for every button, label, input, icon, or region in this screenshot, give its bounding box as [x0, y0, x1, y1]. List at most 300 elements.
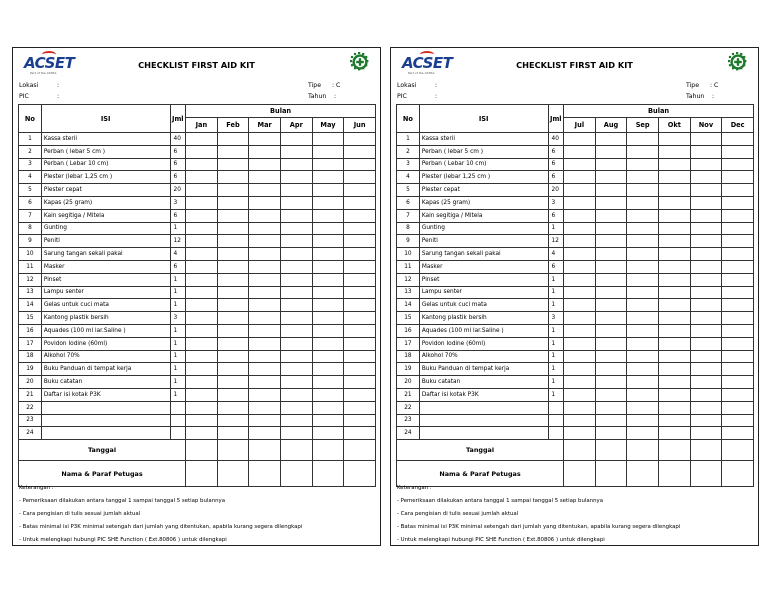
- check-cell[interactable]: [249, 171, 281, 184]
- check-cell[interactable]: [690, 286, 722, 299]
- check-cell[interactable]: [690, 388, 722, 401]
- check-cell[interactable]: [217, 184, 249, 197]
- check-cell[interactable]: [249, 273, 281, 286]
- signature-cell[interactable]: [344, 461, 376, 487]
- check-cell[interactable]: [249, 388, 281, 401]
- check-cell[interactable]: [690, 260, 722, 273]
- check-cell[interactable]: [722, 171, 754, 184]
- check-cell[interactable]: [312, 145, 344, 158]
- check-cell[interactable]: [658, 171, 690, 184]
- check-cell[interactable]: [722, 235, 754, 248]
- check-cell[interactable]: [186, 312, 218, 325]
- check-cell[interactable]: [186, 337, 218, 350]
- tanggal-cell[interactable]: [627, 440, 659, 461]
- check-cell[interactable]: [564, 209, 596, 222]
- check-cell[interactable]: [280, 401, 312, 414]
- check-cell[interactable]: [658, 401, 690, 414]
- check-cell[interactable]: [627, 133, 659, 146]
- check-cell[interactable]: [280, 184, 312, 197]
- check-cell[interactable]: [217, 376, 249, 389]
- tanggal-cell[interactable]: [217, 440, 249, 461]
- check-cell[interactable]: [312, 235, 344, 248]
- check-cell[interactable]: [564, 376, 596, 389]
- check-cell[interactable]: [249, 427, 281, 440]
- check-cell[interactable]: [564, 133, 596, 146]
- check-cell[interactable]: [595, 260, 627, 273]
- check-cell[interactable]: [217, 273, 249, 286]
- check-cell[interactable]: [186, 363, 218, 376]
- check-cell[interactable]: [595, 273, 627, 286]
- check-cell[interactable]: [595, 286, 627, 299]
- check-cell[interactable]: [186, 286, 218, 299]
- check-cell[interactable]: [690, 312, 722, 325]
- check-cell[interactable]: [312, 299, 344, 312]
- check-cell[interactable]: [344, 184, 376, 197]
- check-cell[interactable]: [722, 196, 754, 209]
- check-cell[interactable]: [344, 401, 376, 414]
- check-cell[interactable]: [344, 299, 376, 312]
- check-cell[interactable]: [658, 312, 690, 325]
- check-cell[interactable]: [658, 209, 690, 222]
- check-cell[interactable]: [627, 363, 659, 376]
- check-cell[interactable]: [312, 286, 344, 299]
- check-cell[interactable]: [312, 196, 344, 209]
- check-cell[interactable]: [722, 273, 754, 286]
- tanggal-cell[interactable]: [722, 440, 754, 461]
- check-cell[interactable]: [690, 184, 722, 197]
- check-cell[interactable]: [344, 158, 376, 171]
- check-cell[interactable]: [186, 273, 218, 286]
- check-cell[interactable]: [249, 324, 281, 337]
- check-cell[interactable]: [690, 235, 722, 248]
- check-cell[interactable]: [186, 222, 218, 235]
- check-cell[interactable]: [312, 209, 344, 222]
- check-cell[interactable]: [186, 401, 218, 414]
- check-cell[interactable]: [280, 222, 312, 235]
- check-cell[interactable]: [217, 260, 249, 273]
- check-cell[interactable]: [280, 158, 312, 171]
- check-cell[interactable]: [690, 273, 722, 286]
- check-cell[interactable]: [627, 401, 659, 414]
- check-cell[interactable]: [690, 145, 722, 158]
- check-cell[interactable]: [690, 350, 722, 363]
- check-cell[interactable]: [344, 337, 376, 350]
- check-cell[interactable]: [186, 171, 218, 184]
- check-cell[interactable]: [658, 260, 690, 273]
- check-cell[interactable]: [249, 145, 281, 158]
- check-cell[interactable]: [564, 286, 596, 299]
- check-cell[interactable]: [217, 171, 249, 184]
- check-cell[interactable]: [627, 376, 659, 389]
- check-cell[interactable]: [280, 286, 312, 299]
- check-cell[interactable]: [186, 350, 218, 363]
- check-cell[interactable]: [312, 324, 344, 337]
- check-cell[interactable]: [344, 388, 376, 401]
- check-cell[interactable]: [658, 299, 690, 312]
- signature-cell[interactable]: [312, 461, 344, 487]
- check-cell[interactable]: [217, 414, 249, 427]
- check-cell[interactable]: [186, 427, 218, 440]
- check-cell[interactable]: [280, 388, 312, 401]
- check-cell[interactable]: [280, 133, 312, 146]
- check-cell[interactable]: [249, 363, 281, 376]
- check-cell[interactable]: [312, 248, 344, 261]
- check-cell[interactable]: [722, 248, 754, 261]
- check-cell[interactable]: [595, 427, 627, 440]
- check-cell[interactable]: [312, 184, 344, 197]
- check-cell[interactable]: [564, 158, 596, 171]
- check-cell[interactable]: [217, 133, 249, 146]
- check-cell[interactable]: [658, 376, 690, 389]
- check-cell[interactable]: [627, 171, 659, 184]
- check-cell[interactable]: [595, 401, 627, 414]
- check-cell[interactable]: [312, 350, 344, 363]
- check-cell[interactable]: [217, 196, 249, 209]
- check-cell[interactable]: [627, 260, 659, 273]
- check-cell[interactable]: [722, 299, 754, 312]
- check-cell[interactable]: [249, 209, 281, 222]
- check-cell[interactable]: [595, 376, 627, 389]
- check-cell[interactable]: [249, 260, 281, 273]
- check-cell[interactable]: [627, 337, 659, 350]
- check-cell[interactable]: [217, 158, 249, 171]
- check-cell[interactable]: [186, 248, 218, 261]
- check-cell[interactable]: [595, 145, 627, 158]
- check-cell[interactable]: [249, 248, 281, 261]
- check-cell[interactable]: [595, 171, 627, 184]
- check-cell[interactable]: [312, 312, 344, 325]
- check-cell[interactable]: [627, 388, 659, 401]
- check-cell[interactable]: [344, 414, 376, 427]
- check-cell[interactable]: [658, 273, 690, 286]
- check-cell[interactable]: [312, 260, 344, 273]
- check-cell[interactable]: [595, 222, 627, 235]
- check-cell[interactable]: [312, 158, 344, 171]
- check-cell[interactable]: [344, 273, 376, 286]
- check-cell[interactable]: [627, 312, 659, 325]
- check-cell[interactable]: [658, 427, 690, 440]
- check-cell[interactable]: [280, 196, 312, 209]
- check-cell[interactable]: [344, 171, 376, 184]
- check-cell[interactable]: [186, 235, 218, 248]
- check-cell[interactable]: [690, 363, 722, 376]
- check-cell[interactable]: [217, 388, 249, 401]
- check-cell[interactable]: [280, 376, 312, 389]
- check-cell[interactable]: [722, 158, 754, 171]
- check-cell[interactable]: [280, 171, 312, 184]
- tanggal-cell[interactable]: [690, 440, 722, 461]
- check-cell[interactable]: [344, 286, 376, 299]
- tanggal-cell[interactable]: [658, 440, 690, 461]
- check-cell[interactable]: [217, 427, 249, 440]
- check-cell[interactable]: [595, 312, 627, 325]
- check-cell[interactable]: [186, 209, 218, 222]
- check-cell[interactable]: [722, 222, 754, 235]
- check-cell[interactable]: [344, 260, 376, 273]
- check-cell[interactable]: [627, 209, 659, 222]
- check-cell[interactable]: [690, 376, 722, 389]
- check-cell[interactable]: [217, 350, 249, 363]
- check-cell[interactable]: [658, 388, 690, 401]
- check-cell[interactable]: [658, 184, 690, 197]
- tanggal-cell[interactable]: [186, 440, 218, 461]
- tanggal-cell[interactable]: [312, 440, 344, 461]
- check-cell[interactable]: [658, 363, 690, 376]
- check-cell[interactable]: [186, 196, 218, 209]
- check-cell[interactable]: [186, 260, 218, 273]
- check-cell[interactable]: [627, 286, 659, 299]
- check-cell[interactable]: [564, 248, 596, 261]
- check-cell[interactable]: [690, 337, 722, 350]
- check-cell[interactable]: [249, 222, 281, 235]
- check-cell[interactable]: [627, 222, 659, 235]
- check-cell[interactable]: [564, 235, 596, 248]
- check-cell[interactable]: [595, 414, 627, 427]
- check-cell[interactable]: [217, 312, 249, 325]
- check-cell[interactable]: [564, 388, 596, 401]
- check-cell[interactable]: [627, 158, 659, 171]
- check-cell[interactable]: [627, 324, 659, 337]
- check-cell[interactable]: [627, 299, 659, 312]
- check-cell[interactable]: [690, 299, 722, 312]
- check-cell[interactable]: [658, 324, 690, 337]
- check-cell[interactable]: [627, 248, 659, 261]
- check-cell[interactable]: [217, 209, 249, 222]
- check-cell[interactable]: [344, 209, 376, 222]
- check-cell[interactable]: [595, 196, 627, 209]
- check-cell[interactable]: [722, 145, 754, 158]
- check-cell[interactable]: [312, 337, 344, 350]
- signature-cell[interactable]: [690, 461, 722, 487]
- check-cell[interactable]: [217, 235, 249, 248]
- check-cell[interactable]: [595, 363, 627, 376]
- check-cell[interactable]: [344, 235, 376, 248]
- check-cell[interactable]: [690, 414, 722, 427]
- check-cell[interactable]: [249, 158, 281, 171]
- check-cell[interactable]: [344, 196, 376, 209]
- check-cell[interactable]: [564, 184, 596, 197]
- check-cell[interactable]: [312, 273, 344, 286]
- check-cell[interactable]: [312, 133, 344, 146]
- check-cell[interactable]: [344, 324, 376, 337]
- check-cell[interactable]: [595, 388, 627, 401]
- check-cell[interactable]: [722, 133, 754, 146]
- tanggal-cell[interactable]: [249, 440, 281, 461]
- check-cell[interactable]: [186, 299, 218, 312]
- check-cell[interactable]: [595, 324, 627, 337]
- check-cell[interactable]: [564, 337, 596, 350]
- check-cell[interactable]: [627, 427, 659, 440]
- check-cell[interactable]: [217, 324, 249, 337]
- check-cell[interactable]: [344, 427, 376, 440]
- check-cell[interactable]: [564, 260, 596, 273]
- check-cell[interactable]: [186, 145, 218, 158]
- check-cell[interactable]: [595, 235, 627, 248]
- check-cell[interactable]: [627, 414, 659, 427]
- check-cell[interactable]: [280, 414, 312, 427]
- check-cell[interactable]: [658, 286, 690, 299]
- check-cell[interactable]: [217, 248, 249, 261]
- check-cell[interactable]: [690, 427, 722, 440]
- check-cell[interactable]: [595, 209, 627, 222]
- check-cell[interactable]: [186, 158, 218, 171]
- tanggal-cell[interactable]: [564, 440, 596, 461]
- check-cell[interactable]: [217, 222, 249, 235]
- check-cell[interactable]: [344, 145, 376, 158]
- tanggal-cell[interactable]: [344, 440, 376, 461]
- check-cell[interactable]: [280, 235, 312, 248]
- check-cell[interactable]: [722, 376, 754, 389]
- check-cell[interactable]: [280, 363, 312, 376]
- check-cell[interactable]: [627, 145, 659, 158]
- check-cell[interactable]: [564, 350, 596, 363]
- check-cell[interactable]: [280, 260, 312, 273]
- check-cell[interactable]: [217, 299, 249, 312]
- check-cell[interactable]: [217, 401, 249, 414]
- check-cell[interactable]: [564, 363, 596, 376]
- check-cell[interactable]: [249, 299, 281, 312]
- check-cell[interactable]: [344, 312, 376, 325]
- check-cell[interactable]: [722, 401, 754, 414]
- check-cell[interactable]: [344, 350, 376, 363]
- check-cell[interactable]: [722, 337, 754, 350]
- check-cell[interactable]: [344, 363, 376, 376]
- check-cell[interactable]: [344, 222, 376, 235]
- check-cell[interactable]: [564, 324, 596, 337]
- check-cell[interactable]: [280, 248, 312, 261]
- check-cell[interactable]: [690, 248, 722, 261]
- check-cell[interactable]: [280, 273, 312, 286]
- check-cell[interactable]: [658, 145, 690, 158]
- check-cell[interactable]: [722, 184, 754, 197]
- check-cell[interactable]: [595, 350, 627, 363]
- check-cell[interactable]: [690, 171, 722, 184]
- check-cell[interactable]: [595, 158, 627, 171]
- check-cell[interactable]: [280, 350, 312, 363]
- check-cell[interactable]: [280, 427, 312, 440]
- check-cell[interactable]: [564, 312, 596, 325]
- check-cell[interactable]: [564, 145, 596, 158]
- check-cell[interactable]: [722, 363, 754, 376]
- check-cell[interactable]: [595, 184, 627, 197]
- check-cell[interactable]: [186, 376, 218, 389]
- tanggal-cell[interactable]: [595, 440, 627, 461]
- tanggal-cell[interactable]: [280, 440, 312, 461]
- check-cell[interactable]: [186, 414, 218, 427]
- signature-cell[interactable]: [722, 461, 754, 487]
- check-cell[interactable]: [690, 222, 722, 235]
- check-cell[interactable]: [249, 196, 281, 209]
- check-cell[interactable]: [627, 184, 659, 197]
- check-cell[interactable]: [217, 145, 249, 158]
- check-cell[interactable]: [722, 427, 754, 440]
- check-cell[interactable]: [690, 196, 722, 209]
- check-cell[interactable]: [690, 133, 722, 146]
- check-cell[interactable]: [690, 209, 722, 222]
- check-cell[interactable]: [627, 196, 659, 209]
- check-cell[interactable]: [722, 312, 754, 325]
- check-cell[interactable]: [627, 235, 659, 248]
- check-cell[interactable]: [217, 363, 249, 376]
- check-cell[interactable]: [249, 286, 281, 299]
- check-cell[interactable]: [722, 260, 754, 273]
- check-cell[interactable]: [722, 286, 754, 299]
- check-cell[interactable]: [658, 350, 690, 363]
- check-cell[interactable]: [217, 286, 249, 299]
- check-cell[interactable]: [312, 401, 344, 414]
- check-cell[interactable]: [249, 133, 281, 146]
- check-cell[interactable]: [344, 248, 376, 261]
- check-cell[interactable]: [186, 388, 218, 401]
- check-cell[interactable]: [280, 337, 312, 350]
- check-cell[interactable]: [564, 401, 596, 414]
- check-cell[interactable]: [280, 312, 312, 325]
- check-cell[interactable]: [658, 235, 690, 248]
- check-cell[interactable]: [627, 350, 659, 363]
- check-cell[interactable]: [722, 388, 754, 401]
- check-cell[interactable]: [658, 248, 690, 261]
- check-cell[interactable]: [690, 324, 722, 337]
- check-cell[interactable]: [344, 376, 376, 389]
- check-cell[interactable]: [249, 401, 281, 414]
- check-cell[interactable]: [722, 209, 754, 222]
- check-cell[interactable]: [564, 427, 596, 440]
- check-cell[interactable]: [344, 133, 376, 146]
- check-cell[interactable]: [564, 171, 596, 184]
- check-cell[interactable]: [595, 337, 627, 350]
- check-cell[interactable]: [249, 312, 281, 325]
- check-cell[interactable]: [595, 248, 627, 261]
- check-cell[interactable]: [280, 209, 312, 222]
- check-cell[interactable]: [722, 324, 754, 337]
- check-cell[interactable]: [249, 184, 281, 197]
- check-cell[interactable]: [249, 337, 281, 350]
- check-cell[interactable]: [722, 414, 754, 427]
- check-cell[interactable]: [249, 414, 281, 427]
- check-cell[interactable]: [658, 196, 690, 209]
- check-cell[interactable]: [658, 133, 690, 146]
- check-cell[interactable]: [280, 324, 312, 337]
- check-cell[interactable]: [312, 363, 344, 376]
- check-cell[interactable]: [564, 222, 596, 235]
- check-cell[interactable]: [658, 222, 690, 235]
- check-cell[interactable]: [658, 414, 690, 427]
- check-cell[interactable]: [595, 299, 627, 312]
- check-cell[interactable]: [722, 350, 754, 363]
- check-cell[interactable]: [690, 401, 722, 414]
- check-cell[interactable]: [658, 337, 690, 350]
- check-cell[interactable]: [312, 388, 344, 401]
- check-cell[interactable]: [280, 145, 312, 158]
- check-cell[interactable]: [249, 350, 281, 363]
- check-cell[interactable]: [564, 414, 596, 427]
- check-cell[interactable]: [217, 337, 249, 350]
- check-cell[interactable]: [312, 376, 344, 389]
- check-cell[interactable]: [186, 184, 218, 197]
- check-cell[interactable]: [564, 273, 596, 286]
- check-cell[interactable]: [595, 133, 627, 146]
- check-cell[interactable]: [658, 158, 690, 171]
- check-cell[interactable]: [186, 133, 218, 146]
- check-cell[interactable]: [249, 376, 281, 389]
- check-cell[interactable]: [312, 414, 344, 427]
- check-cell[interactable]: [690, 158, 722, 171]
- check-cell[interactable]: [627, 273, 659, 286]
- check-cell[interactable]: [564, 196, 596, 209]
- check-cell[interactable]: [249, 235, 281, 248]
- check-cell[interactable]: [312, 171, 344, 184]
- check-cell[interactable]: [312, 222, 344, 235]
